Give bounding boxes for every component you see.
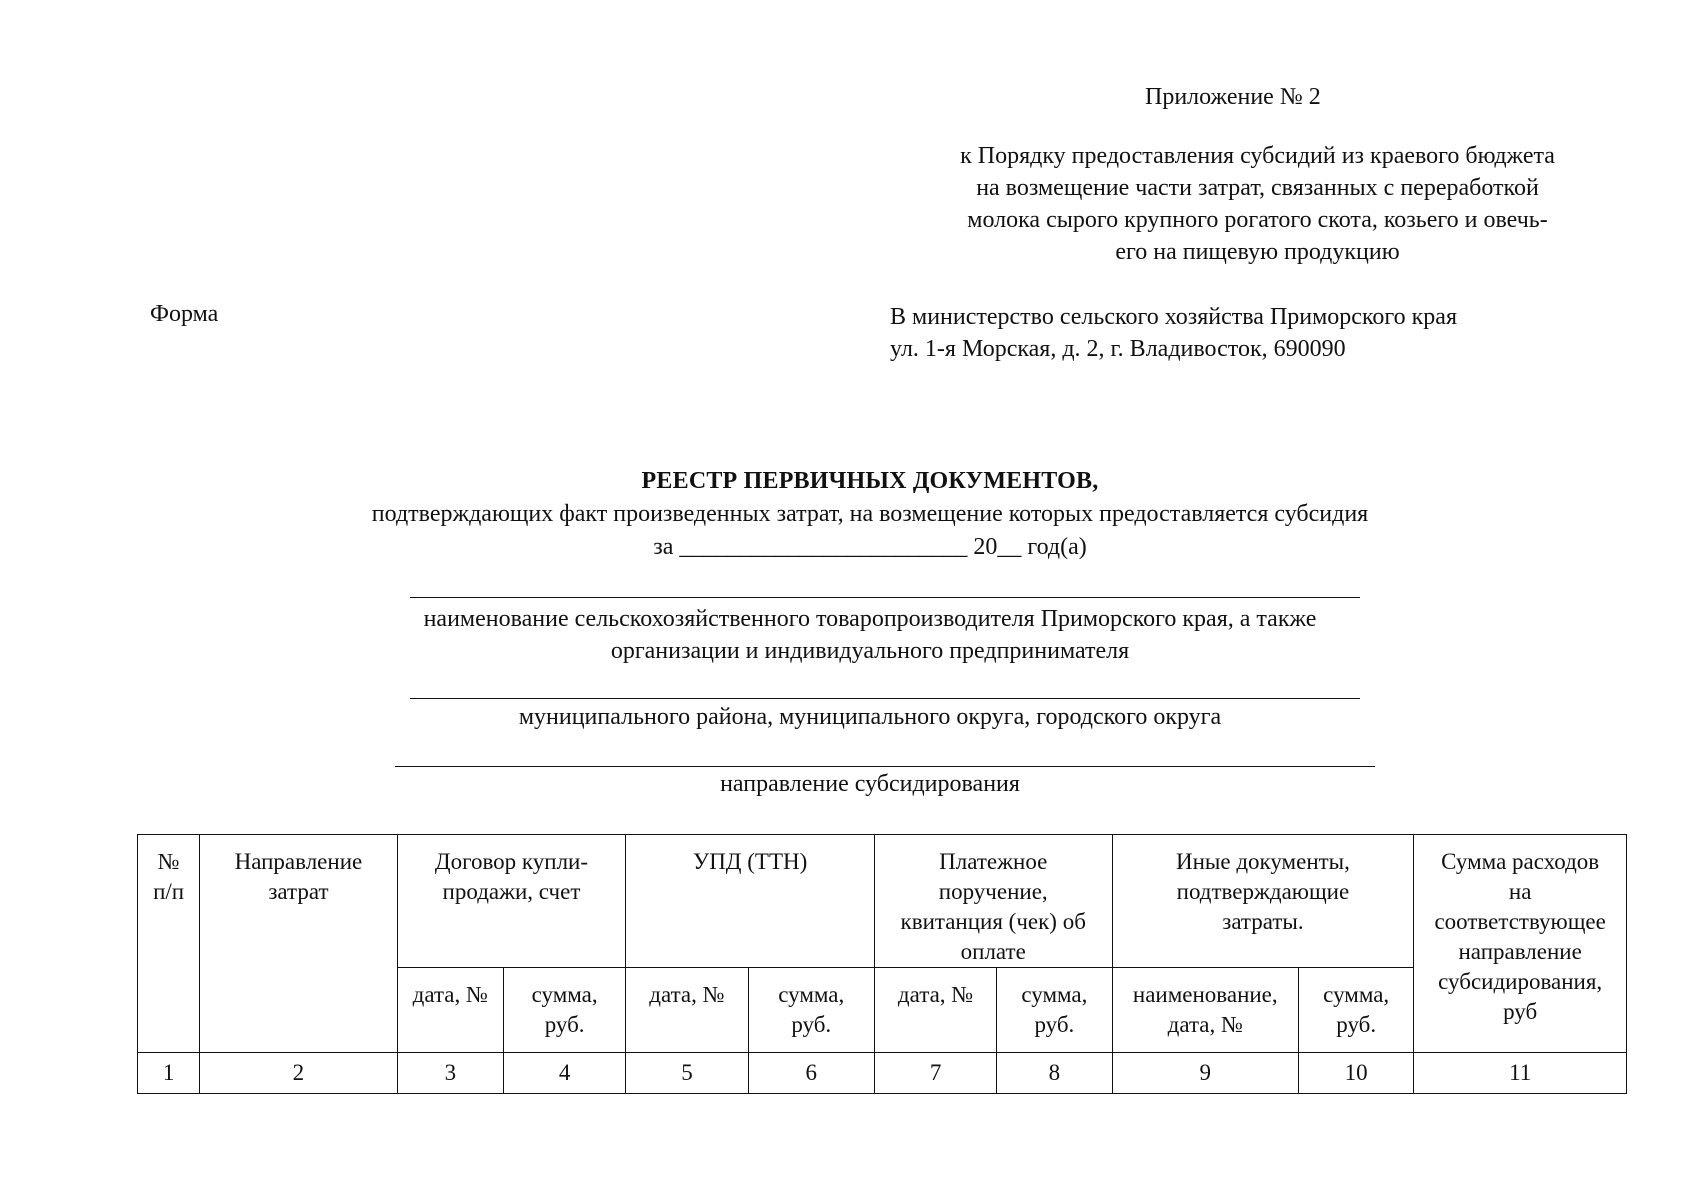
subheader-sum: сумма, руб. — [997, 968, 1112, 1053]
appendix-text — [875, 140, 1640, 268]
appendix-line: молока сырого крупного рогатого скота, козьего и овечь- — [967, 207, 1548, 233]
column-number-row — [138, 1053, 1627, 1094]
header-upd: УПД (ТТН) — [626, 835, 875, 968]
addressee-ministry: В министерство сельского хозяйства Приморского края — [890, 304, 1457, 330]
producer-caption-line: наименование сельскохозяйственного товаропроизводителя Приморского края, а также — [423, 606, 1317, 632]
column-number: 6 — [748, 1053, 874, 1094]
subheader-name-date-no: наименование, дата, № — [1112, 968, 1298, 1053]
producer-caption — [300, 603, 1440, 667]
subheader-sum: сумма, руб. — [503, 968, 625, 1053]
producer-name-line — [410, 597, 1360, 598]
column-number: 1 — [138, 1053, 200, 1094]
appendix-line: его на пищевую продукцию — [1115, 239, 1400, 265]
producer-caption-line: организации и индивидуального предпринимателя — [610, 638, 1130, 664]
subheader-date-no: дата, № — [397, 968, 503, 1053]
column-number: 2 — [200, 1053, 398, 1094]
appendix-block: Приложение № 2 к Порядку предоставления субсидий из краевого бюджета на возмещение части затрат, связанных с переработкой молока сырого крупного рогатого скота, козьего и овечь- его на пищевую продукцию — [875, 140, 1640, 268]
header-row — [138, 835, 1627, 968]
direction-line — [395, 766, 1375, 767]
period-line — [300, 531, 1440, 564]
form-label: Форма — [150, 301, 219, 327]
column-number: 5 — [626, 1053, 748, 1094]
column-number: 4 — [503, 1053, 625, 1094]
column-number: 3 — [397, 1053, 503, 1094]
header-payment: Платежное поручение, квитанция (чек) об оплате — [874, 835, 1112, 968]
header-contract: Договор купли- продажи, счет — [397, 835, 626, 968]
header-direction: Направление затрат — [200, 835, 398, 1053]
district-line — [410, 698, 1360, 699]
appendix-line: на возмещение части затрат, связанных с переработкой — [976, 175, 1539, 201]
period-suffix: 20__ год(а) — [973, 534, 1087, 560]
period-prefix: за — [653, 534, 674, 560]
document-subtitle: подтверждающих факт произведенных затрат, на возмещение которых предоставляется субсидия — [371, 501, 1369, 527]
column-number: 11 — [1414, 1053, 1627, 1094]
appendix-line: к Порядку предоставления субсидий из краевого бюджета — [960, 143, 1555, 169]
document-title: РЕЕСТР ПЕРВИЧНЫХ ДОКУМЕНТОВ, — [641, 468, 1099, 494]
registry-table — [137, 834, 1627, 1094]
header-num: № п/п — [138, 835, 200, 1053]
period-blank: ________________________ — [679, 534, 968, 560]
subheader-date-no: дата, № — [626, 968, 748, 1053]
column-number: 9 — [1112, 1053, 1298, 1094]
subheader-sum: сумма, руб. — [748, 968, 874, 1053]
addressee-address: ул. 1-я Морская, д. 2, г. Владивосток, 690090 — [890, 336, 1346, 362]
column-number: 8 — [997, 1053, 1112, 1094]
header-other-docs: Иные документы, подтверждающие затраты. — [1112, 835, 1414, 968]
subheader-sum: сумма, руб. — [1299, 968, 1414, 1053]
column-number: 10 — [1299, 1053, 1414, 1094]
column-number: 7 — [874, 1053, 996, 1094]
title-block — [300, 465, 1440, 564]
addressee-block — [890, 301, 1457, 365]
subheader-date-no: дата, № — [874, 968, 996, 1053]
district-caption: муниципального района, муниципального округа, городского округа — [518, 704, 1222, 730]
header-total: Сумма расходов на соответствующее направление субсидирования, руб — [1414, 835, 1627, 1053]
direction-caption: направление субсидирования — [720, 771, 1020, 797]
